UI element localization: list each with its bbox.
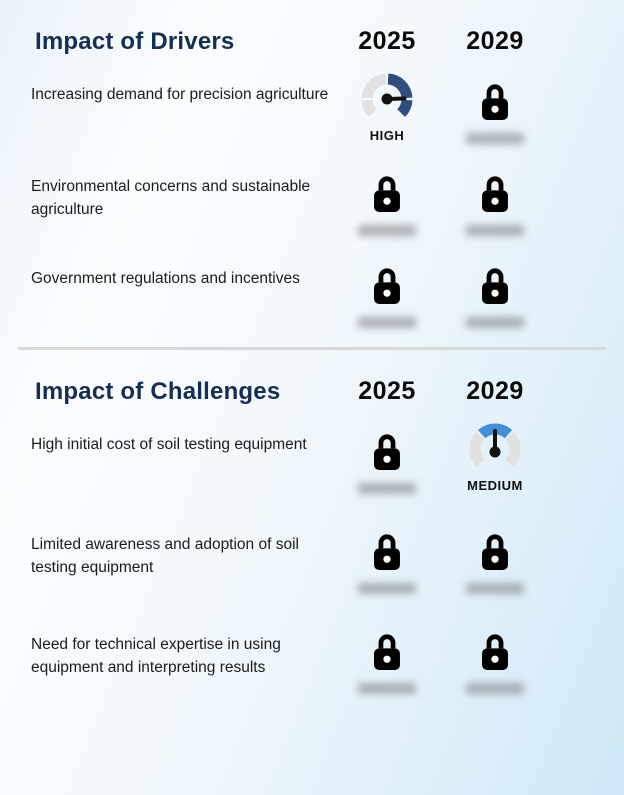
challenges-section — [0, 350, 624, 721]
challenges-rows — [0, 421, 624, 721]
locked-impact-cell-2029[interactable] — [441, 521, 549, 594]
redacted-text — [466, 133, 524, 144]
lock-icon — [476, 529, 514, 573]
impact-cell-2029 — [441, 421, 549, 493]
section-title-challenges: Impact of Challenges — [35, 377, 281, 405]
gauge-medium-icon — [466, 421, 524, 477]
drivers-header — [0, 0, 624, 71]
redacted-text — [358, 483, 416, 494]
locked-impact-cell-2025[interactable] — [333, 621, 441, 694]
table-row — [0, 421, 624, 521]
column-header-2029: 2029 — [466, 377, 524, 405]
row-label: Increasing demand for precision agriculture — [31, 86, 329, 103]
locked-impact-cell-2025[interactable] — [333, 521, 441, 594]
row-label: Limited awareness and adoption of soil testing equipment — [31, 536, 299, 576]
gauge-high-icon — [358, 71, 416, 127]
lock-icon — [368, 171, 406, 215]
table-row — [0, 255, 624, 347]
challenges-header — [0, 350, 624, 421]
row-label: Environmental concerns and sustainable agriculture — [31, 178, 311, 218]
redacted-text — [466, 225, 524, 236]
locked-impact-cell-2025[interactable] — [333, 255, 441, 328]
lock-icon — [368, 429, 406, 473]
locked-impact-cell-2029[interactable] — [441, 163, 549, 236]
table-row — [0, 163, 624, 255]
redacted-text — [466, 317, 524, 328]
gauge-level-label: MEDIUM — [467, 478, 523, 493]
redacted-text — [358, 583, 416, 594]
lock-icon — [476, 171, 514, 215]
locked-impact-cell-2025[interactable] — [333, 421, 441, 494]
redacted-text — [466, 583, 524, 594]
row-label: Government regulations and incentives — [31, 270, 300, 287]
row-label: High initial cost of soil testing equipment — [31, 436, 307, 453]
redacted-text — [358, 317, 416, 328]
lock-icon — [368, 629, 406, 673]
drivers-rows — [0, 71, 624, 347]
gauge-level-label: HIGH — [369, 128, 405, 143]
column-header-2025: 2025 — [358, 27, 416, 55]
lock-icon — [476, 79, 514, 123]
drivers-section — [0, 0, 624, 347]
redacted-text — [466, 683, 524, 694]
table-row — [0, 621, 624, 721]
impact-cell-2025 — [333, 71, 441, 143]
lock-icon — [368, 263, 406, 307]
locked-impact-cell-2025[interactable] — [333, 163, 441, 236]
table-row — [0, 71, 624, 163]
redacted-text — [358, 683, 416, 694]
row-label: Need for technical expertise in using equipment and interpreting results — [31, 636, 281, 676]
redacted-text — [358, 225, 416, 236]
lock-icon — [476, 263, 514, 307]
lock-icon — [368, 529, 406, 573]
column-header-2025: 2025 — [358, 377, 416, 405]
lock-icon — [476, 629, 514, 673]
table-row — [0, 521, 624, 621]
column-header-2029: 2029 — [466, 27, 524, 55]
locked-impact-cell-2029[interactable] — [441, 71, 549, 144]
locked-impact-cell-2029[interactable] — [441, 255, 549, 328]
section-title-drivers: Impact of Drivers — [35, 27, 235, 55]
locked-impact-cell-2029[interactable] — [441, 621, 549, 694]
